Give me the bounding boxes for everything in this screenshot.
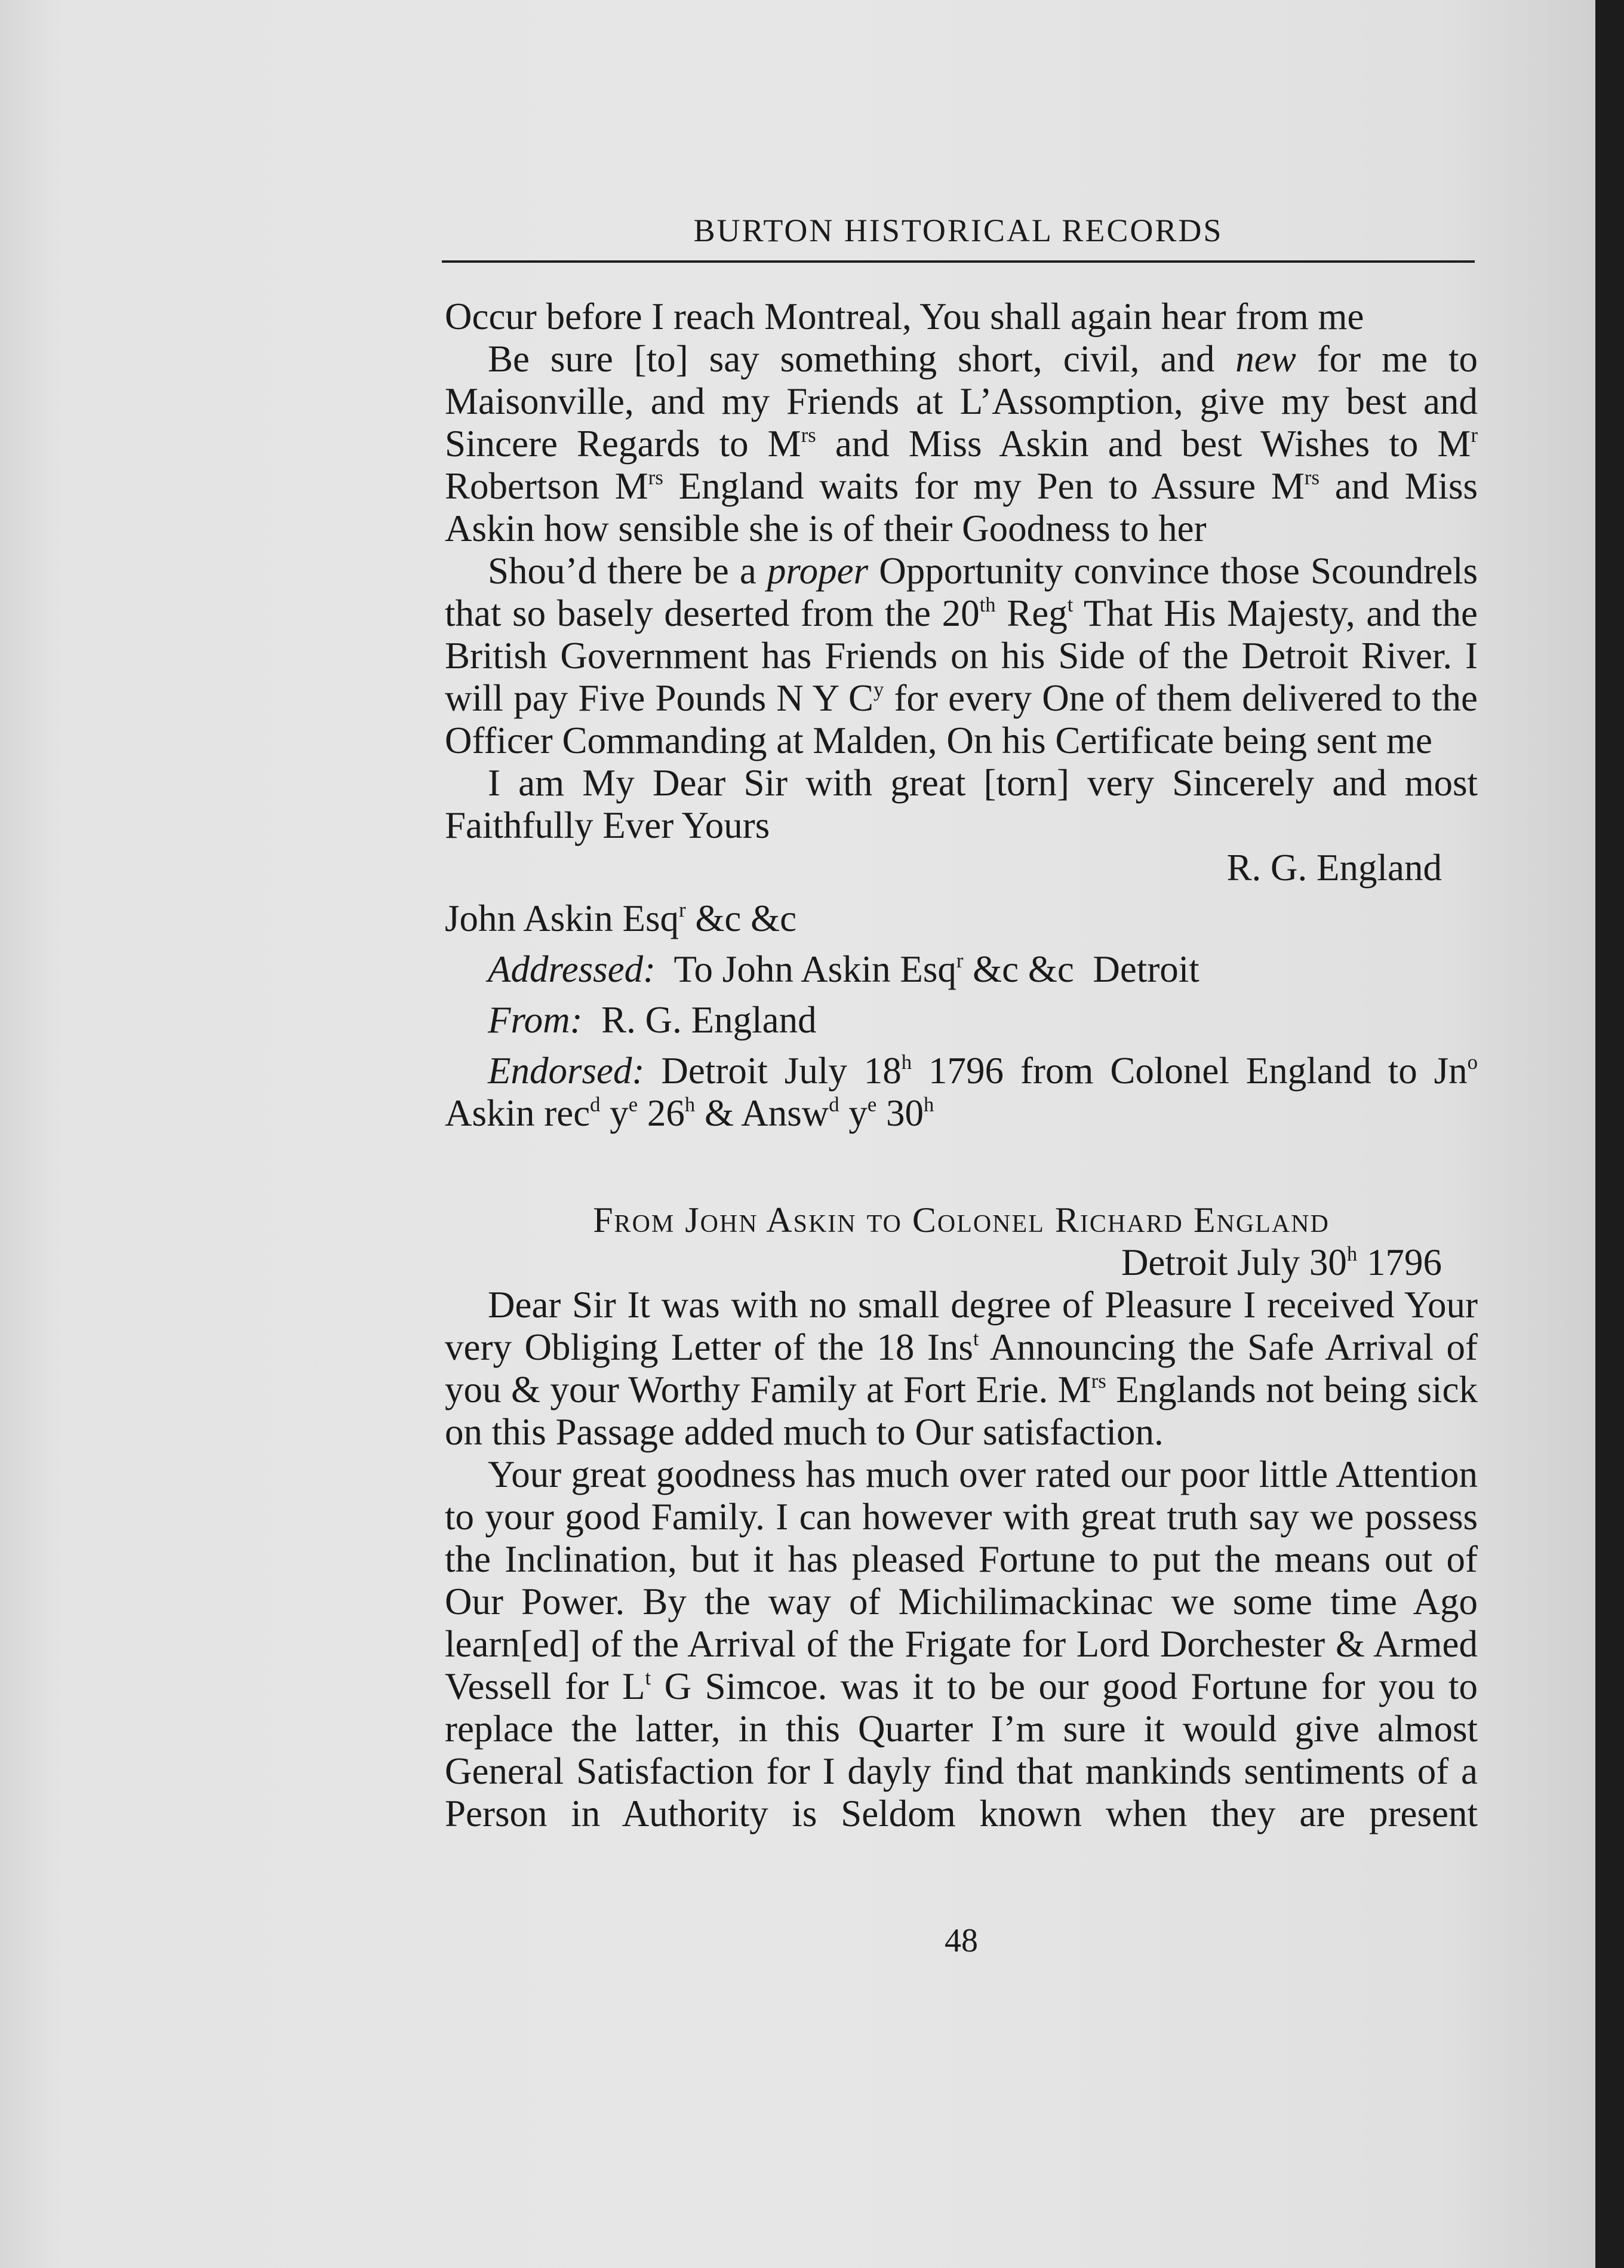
recipient-line: John Askin Esq$^r$ &c &c bbox=[445, 898, 797, 939]
paragraph-4: I am My Dear Sir with great [torn] very Sincerely and most Faithfully Ever Yours bbox=[445, 762, 1478, 846]
dateline: Detroit July 30$^h$ 1796 bbox=[1121, 1241, 1442, 1283]
signature: R. G. England bbox=[1226, 847, 1442, 889]
body-text bbox=[445, 296, 1478, 1835]
page-number: 48 bbox=[945, 1922, 978, 1959]
paragraph-3: Shou’d there be a proper Opportunity convince those Scoundrels that so basely deserted from the 20th Reg$^t$ That His Majesty, and the British Government has Friends on his Side of the Detroit River. I will pay Five Pounds N Y $C^y$ for every One of them delivered to the Officer Commanding at Malden, On his Certificate being sent me bbox=[445, 550, 1478, 761]
paragraph-6: Your great goodness has much over rated our poor little Attention to your good Family. I can however with great truth say we possess the Inclination, but it has pleased Fortune to put the means out of Our Power. By the way of Michilimackinac we some time Ago learn[ed] of the Arrival of the Frigate for Lord Dorchester & Armed Vessell for $L^t$ G Simcoe. was it to be our good Fortune for you to replace the latter, in this Quarter I’m sure it would give almost General Satisfaction for I dayly find that mankinds sentiments of a Person in Authority is Seldom known when they are present bbox=[445, 1453, 1478, 1834]
addressed-line: Addressed: To John Askin Esq$^r$ &c &c Detroit bbox=[488, 948, 1199, 990]
header-rule bbox=[442, 260, 1475, 263]
paragraph-2: Be sure [to] say something short, civil, and new for me to Maisonville, and my Friends at L’Assomption, give my best and Sincere Regards to $M^{rs}$ and Miss Askin and best Wishes to $M^r$ Robertson $M^{rs}$ England waits for my Pen to Assure $M^{rs}$ and Miss Askin how sensible she is of their Goodness to her bbox=[445, 338, 1478, 549]
endorsed-line: Endorsed: Detroit July 18$^h$ 1796 from Colonel England to Jn$^o$ Askin rec$^d$ $y^e$ 26$^h$ & Answ$^d$ $y^e$ 30$^h$ bbox=[445, 1050, 1478, 1134]
running-head: BURTON HISTORICAL RECORDS bbox=[693, 213, 1223, 248]
paragraph-5: Dear Sir It was with no small degree of Pleasure I received Your very Obliging Letter of the 18 Ins$^t$ Announcing the Safe Arrival of you & your Worthy Family at Fort Erie. $M^{rs}$ Englands not being sick on this Passage added much to Our satisfaction. bbox=[445, 1284, 1478, 1453]
paragraph-1: Occur before I reach Montreal, You shall again hear from me bbox=[445, 296, 1364, 337]
from-line: From: R. G. England bbox=[488, 999, 817, 1041]
letter-heading: From John Askin to Colonel Richard England bbox=[593, 1200, 1330, 1240]
